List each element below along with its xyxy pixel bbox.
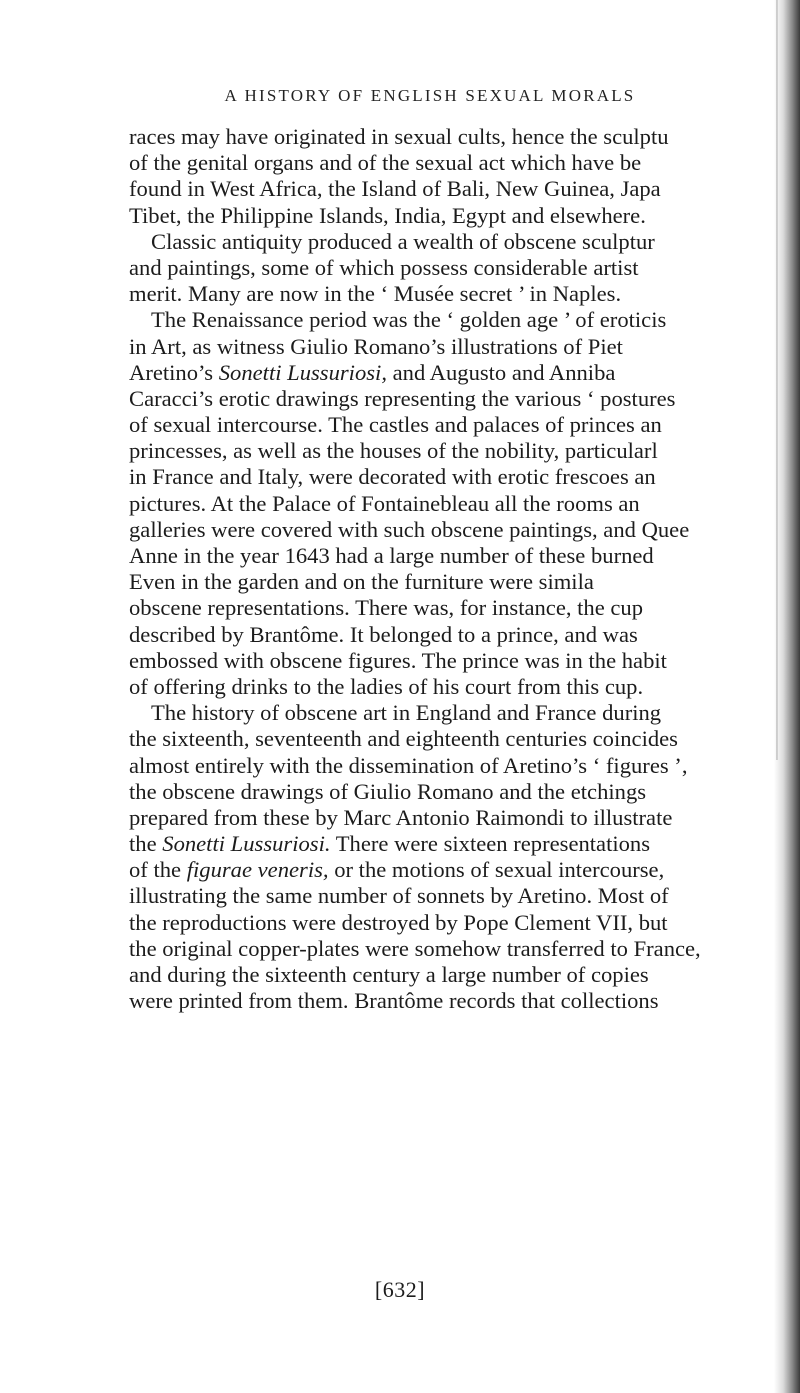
text-line: [129, 360, 800, 386]
text-segment: and paintings, some of which possess considerable artist: [129, 254, 639, 280]
text-segment: prepared from these by Marc Antonio Raimondi to illustrate: [129, 804, 673, 830]
text-segment: of offering drinks to the ladies of his court from this cup.: [129, 673, 644, 699]
text-line: [129, 674, 800, 700]
text-segment: almost entirely with the dissemination of Aretino’s ‘ figures ’,: [129, 752, 688, 778]
text-line: [129, 543, 800, 569]
text-line: [129, 229, 800, 255]
text-line: [129, 910, 800, 936]
text-line: [129, 203, 800, 229]
text-segment: and Augusto and Anniba: [386, 359, 616, 385]
italic-title: figurae veneris,: [186, 857, 329, 883]
text-segment: merit. Many are now in the ‘ Musée secret ’ in Naples.: [129, 281, 622, 307]
text-line: [129, 595, 800, 621]
text-line: [129, 857, 800, 883]
text-segment: of the: [129, 857, 187, 883]
text-segment: Even in the garden and on the furniture were simila: [129, 569, 594, 595]
text-segment: the obscene drawings of Giulio Romano and the etchings: [129, 778, 647, 804]
text-segment: the: [129, 831, 163, 857]
text-segment: the original copper-plates were somehow transferred to France,: [129, 935, 701, 961]
text-line: [129, 779, 800, 805]
text-line: [129, 438, 800, 464]
text-segment: Aretino’s: [129, 359, 219, 385]
text-segment: Caracci’s erotic drawings representing the various ‘ postures: [129, 385, 676, 411]
text-segment: and during the sixteenth century a large number of copies: [129, 962, 649, 987]
text-segment: illustrating the same number of sonnets by Aretino. Most of: [129, 883, 669, 909]
text-segment: There were sixteen representations: [330, 831, 651, 857]
text-segment: princesses, as well as the houses of the nobility, particularl: [129, 438, 658, 464]
text-segment: Tibet, the Philippine Islands, India, Egypt and elsewhere.: [129, 202, 646, 228]
text-line: [129, 176, 800, 202]
text-line: [129, 648, 800, 674]
text-segment: the sixteenth, seventeenth and eighteenth centuries coincides: [129, 726, 678, 752]
text-line: [129, 753, 800, 779]
text-segment: in France and Italy, were decorated with erotic frescoes an: [129, 464, 656, 490]
binding-shadow: [774, 0, 800, 1393]
text-segment: The history of obscene art in England and France during: [151, 700, 662, 726]
page-number: [632]: [374, 1277, 426, 1302]
text-line: [129, 936, 800, 962]
text-line: [129, 569, 800, 595]
text-segment: described by Brantôme. It belonged to a prince, and was: [129, 621, 638, 647]
text-line: [129, 412, 800, 438]
text-line: [129, 124, 800, 150]
text-segment: Classic antiquity produced a wealth of obscene sculptur: [151, 228, 655, 254]
body-text: [129, 124, 800, 1014]
running-head: A HISTORY OF ENGLISH SEXUAL MORALS: [224, 86, 636, 105]
text-segment: The Renaissance period was the ‘ golden age ’ of eroticis: [151, 307, 667, 333]
italic-title: Sonetti Lussuriosi,: [218, 359, 387, 385]
text-line: [129, 622, 800, 648]
text-line: [129, 805, 800, 831]
text-segment: galleries were covered with such obscene paintings, and Quee: [129, 516, 690, 542]
text-segment: races may have originated in sexual cults, hence the sculptu: [129, 124, 669, 149]
text-line: [129, 307, 800, 333]
text-segment: of sexual intercourse. The castles and palaces of princes an: [129, 412, 662, 438]
text-segment: of the genital organs and of the sexual act which have be: [129, 150, 642, 176]
text-line: [129, 517, 800, 543]
text-segment: obscene representations. There was, for instance, the cup: [129, 595, 644, 621]
text-segment: or the motions of sexual intercourse,: [328, 857, 665, 883]
text-segment: the reproductions were destroyed by Pope Clement VII, but: [129, 909, 668, 935]
text-segment: were printed from them. Brantôme records that collections: [129, 988, 659, 1014]
text-segment: pictures. At the Palace of Fontainebleau all the rooms an: [129, 490, 640, 516]
text-line: [129, 962, 800, 988]
text-line: [129, 334, 800, 360]
text-line: [129, 281, 800, 307]
text-segment: in Art, as witness Giulio Romano’s illustrations of Piet: [129, 333, 623, 359]
text-line: [129, 150, 800, 176]
text-segment: found in West Africa, the Island of Bali, New Guinea, Japa: [129, 176, 661, 202]
text-line: [129, 255, 800, 281]
text-line: [129, 464, 800, 490]
text-line: [129, 700, 800, 726]
text-line: [129, 831, 800, 857]
text-line: [129, 883, 800, 909]
text-segment: Anne in the year 1643 had a large number of these burned: [129, 543, 654, 568]
text-line: [129, 386, 800, 412]
text-line: [129, 726, 800, 752]
text-line: [129, 491, 800, 517]
text-segment: embossed with obscene figures. The prince was in the habit: [129, 647, 667, 673]
text-line: [129, 988, 800, 1014]
italic-title: Sonetti Lussuriosi.: [162, 831, 331, 857]
